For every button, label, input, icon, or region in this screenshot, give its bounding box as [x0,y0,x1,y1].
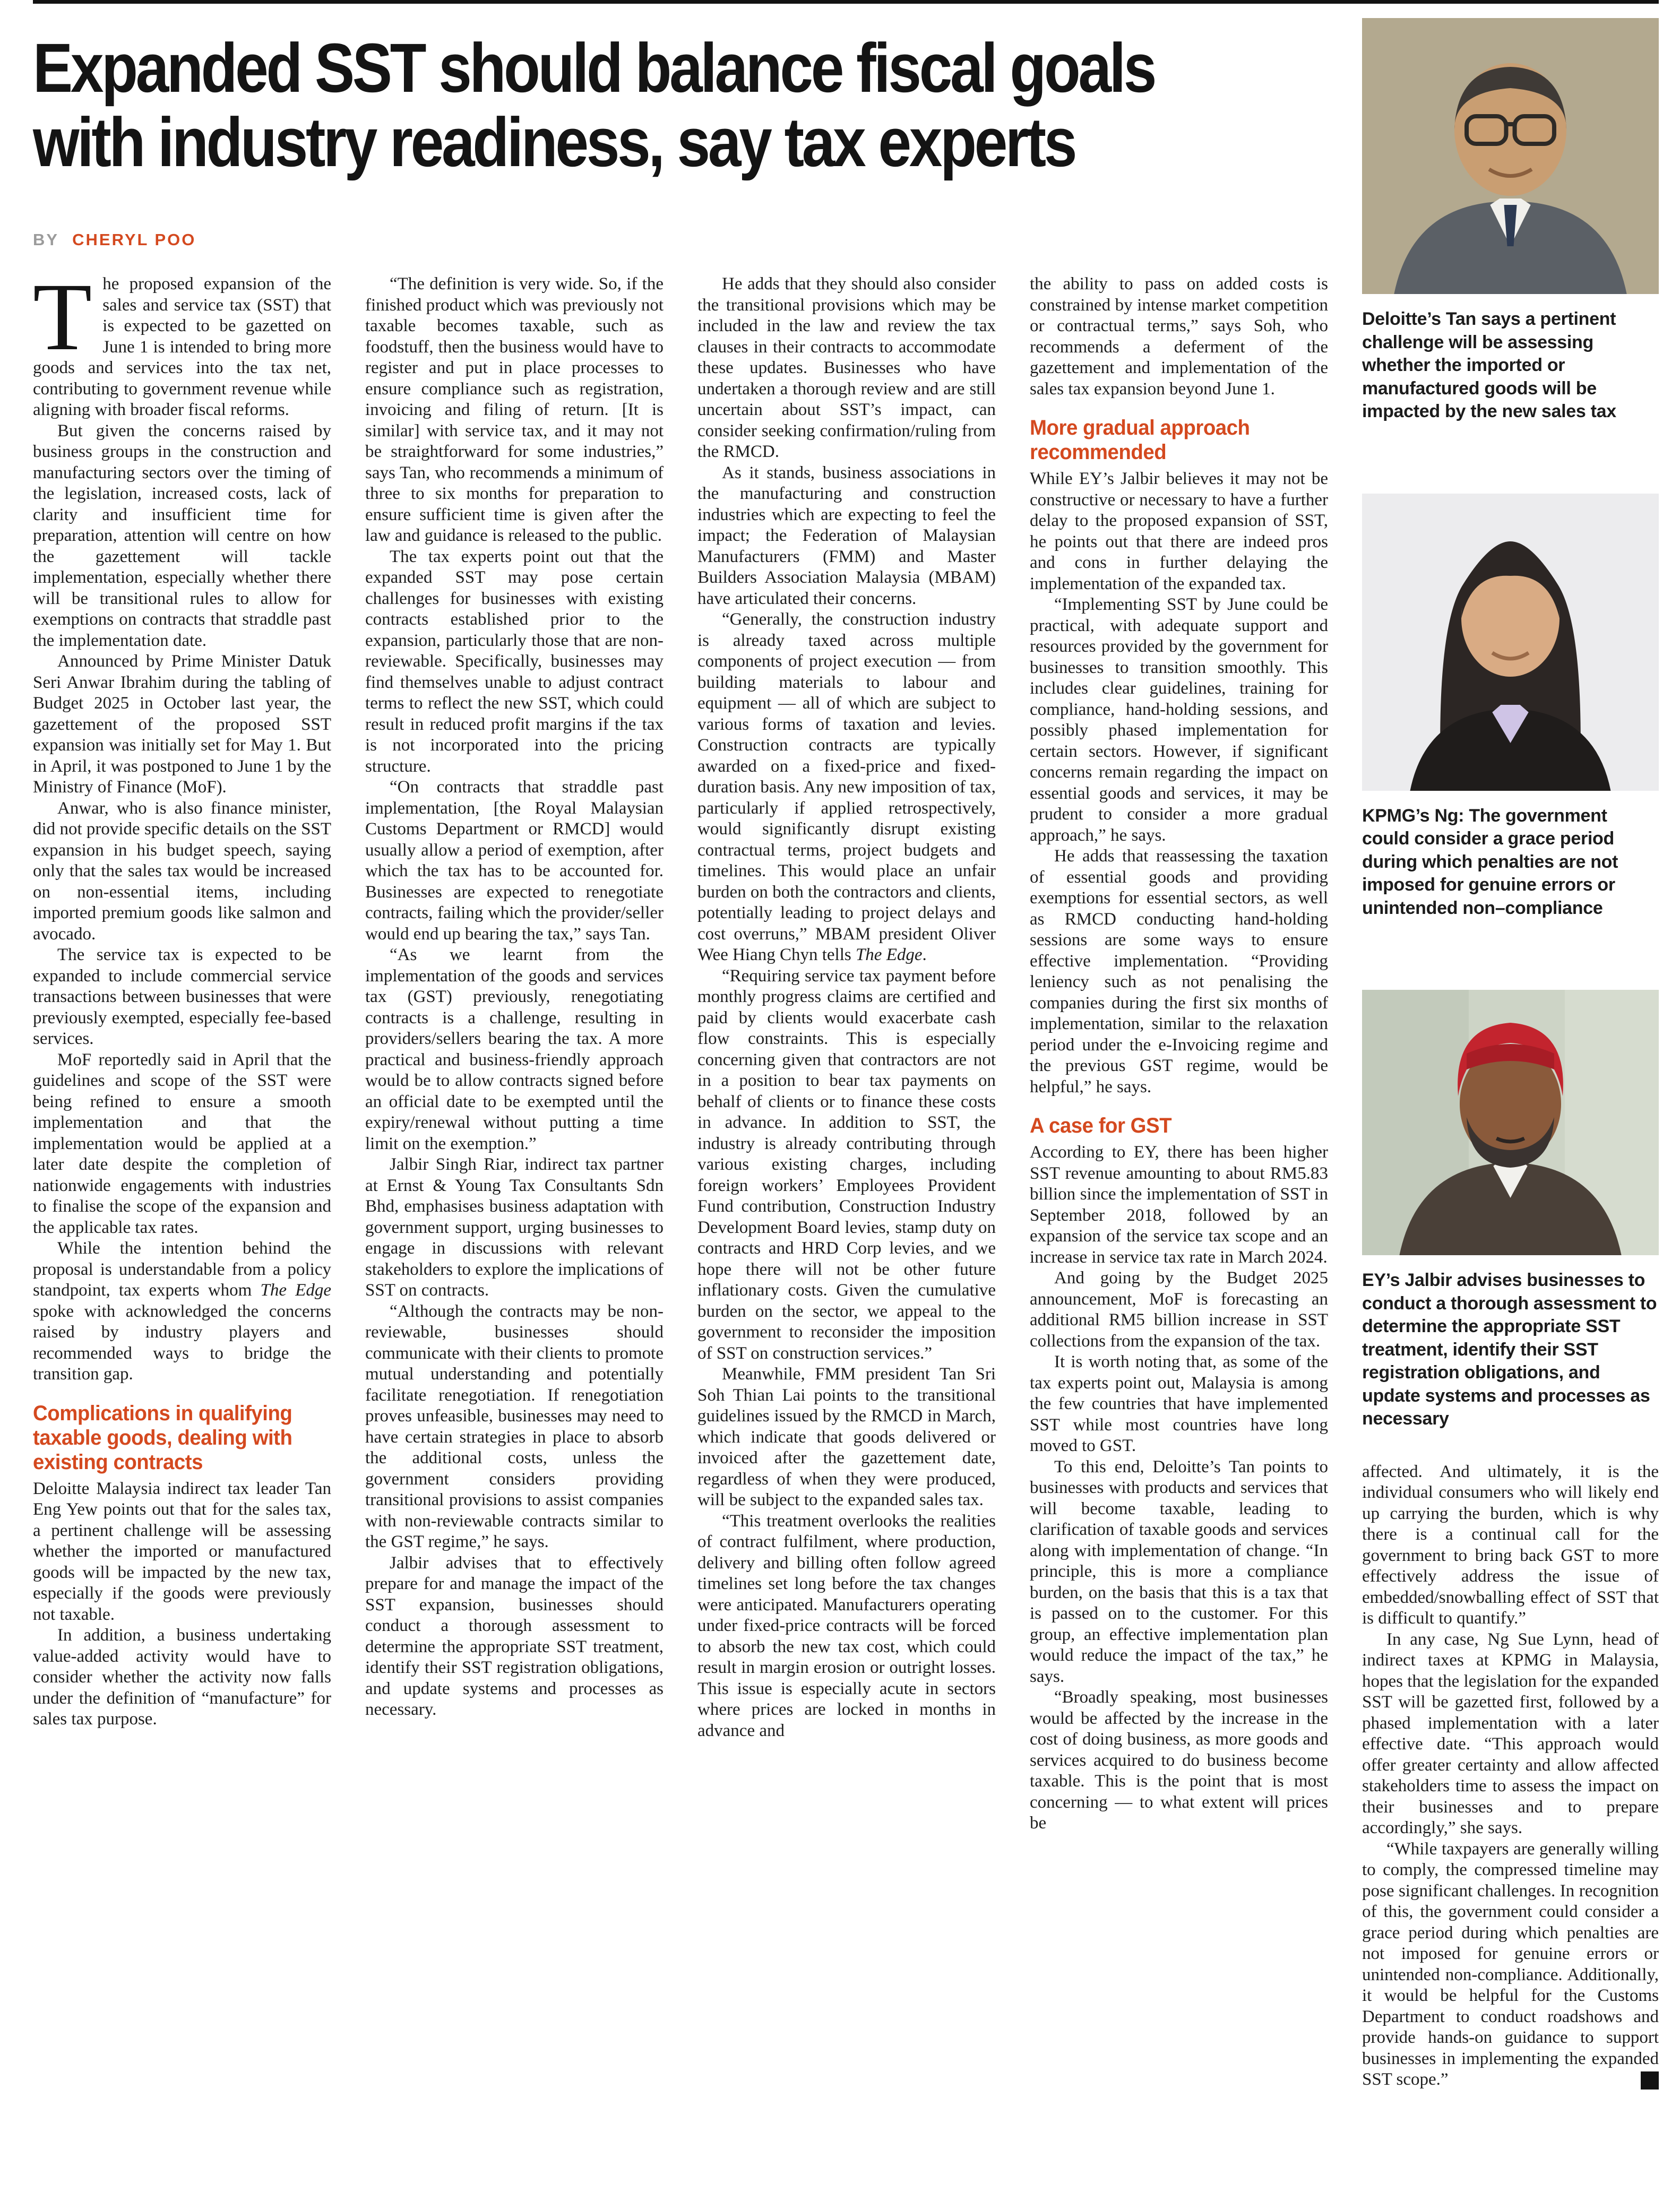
drop-cap: T [33,264,92,371]
headline-line-1: Expanded SST should balance fiscal goals [33,29,1155,107]
article-paragraph: “The definition is very wide. So, if the finished product which was previously not taxable becomes taxable, such as foodstuff, then the business would have to register and put in place processes to ensure compliance such as registration, invoicing and filing of return. [It is similar] with service tax, and it may not be straightforward for some industries,” says Tan, who recommends a minimum of three to six months for preparation to ensure sufficient time is given after the law and guidance is released to the public. [365,274,664,546]
article-paragraph: The tax experts point out that the expanded SST may pose certain challenges for businesses with existing contracts established prior to the expansion, particularly those that are non-reviewable. Specifically, businesses may find themselves unable to adjust contract terms to reflect the new SST, which could result in reduced profit margins if the tax is not incorporated into the pricing structure. [365,547,664,776]
article-paragraph: “Requiring service tax payment before monthly progress claims are certified and paid by clients would exacerbate cash flow constraints. This is especially concerning given that contractors are not in a position to bear tax payments on behalf of clients or to finance these costs in advance. In addition to SST, the industry is already contributing through various existing charges, including foreign workers’ Employees Provident Fund contribution, Construction Industry Development Board levies, stamp duty on contracts and HRD Corp levies, and we hope there will not be other future inflationary costs. Given the cumulative burden on the sector, we appeal to the government to reconsider the imposition of SST on construction services.” [697,966,996,1363]
photo-caption-ey-jalbir: EY’s Jalbir advises businesses to conduct a thorough assessment to determine the appropriate SST treatment, identify their SST registration obligations, and update systems and processes as necessary [1362,1270,1657,1429]
article-paragraph: The service tax is expected to be expanded to include commercial service transactions between businesses that were previously exempted, especially fee-based services. [33,945,331,1049]
text-column-1 [33,264,332,1730]
text-column-5 [1362,1462,1674,2091]
article-paragraph: He adds that they should also consider the transitional provisions which may be included in the law and review the tax clauses in their contracts to accommodate these updates. Businesses who have undertaken a thorough review and are still uncertain about SST’s impact, can consider seeking confirmation/ruling from the RMCD. [697,274,996,462]
article-paragraph: As it stands, business associations in the manufacturing and construction industries which are expecting to feel the impact; the Federation of Malaysian Manufacturers (FMM) and Master Builders Association Malaysia (MBAM) have articulated their concerns. [697,463,996,608]
photo-figure-deloitte-tan [1362,18,1659,424]
portrait-photo-ey-jalbir [1362,990,1659,1255]
article-paragraph: It is worth noting that, as some of the tax experts point out, Malaysia is among the few countries that have implemented SST while most countries have long moved to GST. [1030,1352,1328,1456]
photo-figure-ey-jalbir [1362,990,1659,1431]
article-paragraph: Anwar, who is also finance minister, did not provide specific details on the SST expansion in his budget speech, saying only that the sales tax would be increased on non-essential items, including imported premium goods like salmon and avocado. [33,798,331,944]
photo-caption-kpmg-ng: KPMG’s Ng: The government could consider a grace period during which penalties are not imposed for genuine errors or unintended non–compliance [1362,805,1618,918]
end-mark: E [1641,2071,1659,2090]
article-paragraph: affected. And ultimately, it is the individual consumers who will likely end up carrying the burden, which is why there is a continual call for the government to bring back GST to more effectively address the issue of embedded/snowballing effect of SST that is difficult to quantify.” [1362,1462,1659,1628]
article-paragraph: Jalbir advises that to effectively prepare for and manage the impact of the SST expansion, businesses should conduct a thorough assessment to determine the appropriate SST treatment, identify their SST registration obligations, and update systems and processes as necessary. [365,1553,664,1720]
article-paragraph: “Implementing SST by June could be practical, with adequate support and resources provided by the government for businesses to transition smoothly. This includes clear guidelines, training for compliance, hand-holding sessions, and possibly phased implementation for certain sectors. However, if significant concerns remain regarding the impact on essential goods and services, it may be prudent to consider a more gradual approach,” he says. [1030,595,1328,845]
photo-rail [1362,0,1674,2091]
article-paragraph: In addition, a business undertaking value-added activity would have to consider whether the activity now falls under the definition of “manufacture” for sales tax purpose. [33,1626,331,1729]
byline-prefix: BY [33,230,59,249]
article-paragraph: Deloitte Malaysia indirect tax leader Tan Eng Yew points out that for the sales tax, a pertinent challenge will be assessing whether the imported or manufactured goods will be impacted by the new tax, especially if the goods were previously not taxable. [33,1479,331,1624]
article-paragraph: To this end, Deloitte’s Tan points to businesses with products and services that will become taxable, leading to clarification of taxable goods and services along with implementation of change. “In principle, this is more a compliance burden, on the basis that this is a tax that is passed on to the customer. For this group, an effective implementation plan would reduce the impact of the tax,” he says. [1030,1457,1328,1686]
text-column-3 [697,274,996,1741]
photo-figure-kpmg-ng [1362,494,1659,920]
section-subhead: A case for GST [1030,1114,1172,1138]
article-paragraph: “On contracts that straddle past implementation, [the Royal Malaysian Customs Department or RMCD] would usually allow a period of exemption, after which the tax has to be accounted for. Businesses are expected to renegotiate contracts, failing which the provider/seller would end up bearing the tax,” says Tan. [365,778,664,944]
byline [33,230,1328,249]
headline-line-2: with industry readiness, say tax experts [33,103,1075,182]
article-paragraph: While EY’s Jalbir believes it may not be constructive or necessary to have a further delay to the proposed expansion of SST, he points out that there are indeed pros and cons in further delaying the implementation of the expanded tax. [1030,469,1328,593]
article-paragraph: The proposed expansion of the sales and service tax (SST) that is expected to be gazetted on June 1 is intended to bring more goods and services into the tax net, contributing to government revenue while aligning with broader fiscal reforms. [33,264,331,420]
article-paragraph: MoF reportedly said in April that the guidelines and scope of the SST were being refined to ensure a smooth implementation and that the implementation would be applied at a later date despite the completion of nationwide engagements with industries to finalise the scope of the expansion and the applicable tax rates. [33,1050,331,1237]
section-subhead: More gradual approach recommended [1030,416,1250,464]
article-paragraph: “Broadly speaking, most businesses would be affected by the increase in the cost of doing business, as more goods and services acquired to do business become taxable. This is the point that is most concerning — to what extent will prices be [1030,1688,1328,1833]
section-subhead: Complications in qualifying taxable goods, dealing with existing contracts [33,1401,292,1474]
article-paragraph: “Although the contracts may be non-reviewable, businesses should communicate with their clients to promote mutual understanding and potentially facilitate renegotiation. If renegotiation proves unfeasible, businesses may need to have certain strategies in place to absorb the additional costs, unless the government considers providing transitional provisions to assist companies with non-reviewable contracts similar to the GST regime,” he says. [365,1301,664,1552]
text-column-2 [365,274,664,1721]
portrait-photo-deloitte-tan [1362,18,1659,294]
article-paragraph: According to EY, there has been higher SST revenue amounting to about RM5.83 billion since the implementation of SST in September 2018, followed by an expansion of the service tax scope and an increase in service tax rate in March 2024. [1030,1143,1328,1267]
article-paragraph: the ability to pass on added costs is constrained by intense market competition or contractual terms,” says Soh, who recommends a deferment of the gazettement and implementation of the sales tax expansion beyond June 1. [1030,274,1328,399]
photo-caption-deloitte-tan: Deloitte’s Tan says a pertinent challenge will be assessing whether the imported or manufactured goods will be impacted by the new sales tax [1362,309,1616,421]
byline-author: CHERYL POO [72,230,196,249]
article-paragraph: “This treatment overlooks the realities of contract fulfilment, where production, delivery and billing often follow agreed timelines set long before the tax changes were anticipated. Manufacturers operating under fixed-price contracts will be forced to absorb the new tax cost, which could result in margin erosion or outright losses. This issue is especially acute in sectors where prices are locked in months in advance and [697,1511,996,1740]
page-title [33,29,1325,182]
article-paragraph: “While taxpayers are generally willing to comply, the compressed timeline may pose significant challenges. In recognition of this, the government could consider a grace period during which penalties are not imposed for genuine errors or unintended non-compliance. Additionally, it would be helpful for the Customs Department to conduct roadshows and provide hands-on guidance to support businesses in implementing the expanded SST scope.” E [1362,1839,1674,2089]
top-rule [33,0,1659,4]
article-paragraph: And going by the Budget 2025 announcement, MoF is forecasting an additional RM5 billion increase in SST collections from the expansion of the tax. [1030,1268,1328,1351]
article-paragraph: Announced by Prime Minister Datuk Seri Anwar Ibrahim during the tabling of Budget 2025 in October last year, the gazettement of the proposed SST expansion was initially set for May 1. But in April, it was postponed to June 1 by the Ministry of Finance (MoF). [33,652,331,797]
article-main [33,0,1328,2091]
article-paragraph: “Generally, the construction industry is already taxed across multiple components of project execution — from building materials to labour and equipment — all of which are subject to various forms of taxation and levies. Construction contracts are typically awarded on a fixed-price and fixed-duration basis. Any new imposition of tax, particularly if applied retrospectively, would significantly disrupt existing contractual terms, project budgets and timelines. This would place an unfair burden on both the contractors and clients, potentially leading to project delays and cost overruns,” MBAM president Oliver Wee Hiang Chyn tells The Edge. [697,610,996,965]
article-paragraph: In any case, Ng Sue Lynn, head of indirect taxes at KPMG in Malaysia, hopes that the legislation for the expanded SST will be gazetted first, followed by a phased implementation with a later effective date. “This approach would offer greater certainty and allow affected stakeholders time to assess the impact on their businesses and to prepare accordingly,” she says. [1362,1629,1659,1837]
article-paragraph: Meanwhile, FMM president Tan Sri Soh Thian Lai points to the transitional guidelines issued by the RMCD in March, which indicate that goods delivered or invoiced after the gazettement date, regardless of when they were produced, will be subject to the expanded sales tax. [697,1365,996,1510]
article-paragraph: Jalbir Singh Riar, indirect tax partner at Ernst & Young Tax Consultants Sdn Bhd, emphasises business adaptation with government support, urging businesses to engage in discussions with relevant stakeholders to explore the implications of SST on contracts. [365,1155,664,1300]
article-columns [33,264,1328,1834]
article-paragraph: While the intention behind the proposal is understandable from a policy standpoint, tax experts whom The Edge spoke with acknowledged the concerns raised by industry players and recommended ways to bridge the transition gap. [33,1239,332,1384]
article-paragraph: He adds that reassessing the taxation of essential goods and providing exemptions for essential sectors, as well as RMCD conducting hand-holding sessions are some ways to ensure effective implementation. “Providing leniency such as not penalising the companies during the first six months of implementation, similar to the relaxation period under the e-Invoicing regime and the previous GST regime, would be helpful,” he says. [1030,847,1328,1096]
article-paragraph: But given the concerns raised by business groups in the construction and manufacturing sectors over the timing of the legislation, increased costs, lack of clarity and insufficient time for preparation, attention will centre on how the gazettement will tackle implementation, especially whether there will be transitional rules to allow for exemptions on contracts that straddle past the implementation date. [33,421,331,650]
article-paragraph: “As we learnt from the implementation of the goods and services tax (GST) previously, renegotiating contracts is a challenge, resulting in providers/sellers bearing the tax. A more practical and business-friendly approach would be to allow contracts signed before an official date to be exempted until the expiry/renewal without putting a time limit on the exemption.” [365,945,664,1153]
page-layout [33,0,1674,2091]
portrait-photo-kpmg-ng [1362,494,1659,791]
text-column-4 [1030,274,1328,1834]
